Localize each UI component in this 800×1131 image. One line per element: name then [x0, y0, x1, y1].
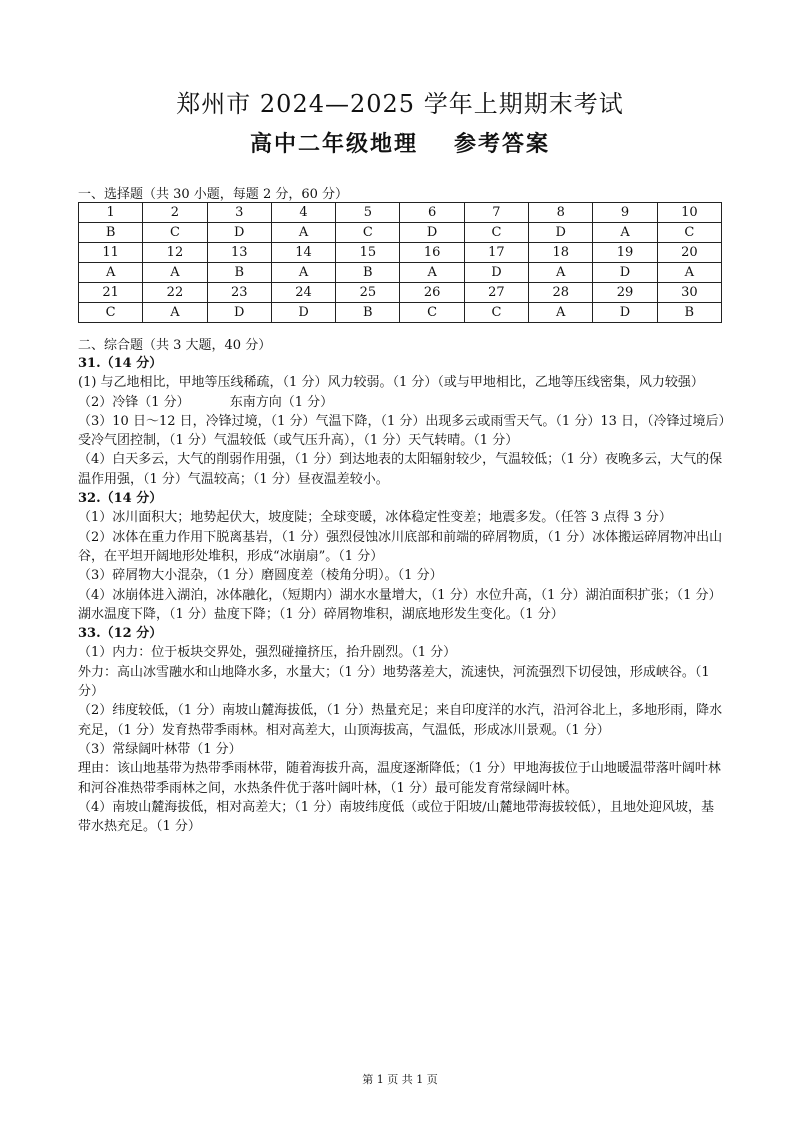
question-number-cell: 17: [464, 243, 528, 263]
question-number-cell: 25: [336, 283, 400, 303]
exam-subtitle: [0, 127, 800, 158]
answer-cell: B: [336, 303, 400, 323]
question-number-cell: 18: [529, 243, 593, 263]
question-number-cell: 4: [271, 203, 335, 223]
q31-part2b: 东南方向（1 分）: [229, 394, 334, 410]
q33-part3: （3）常绿阔叶林带（1 分）: [78, 741, 242, 757]
answer-cell: A: [271, 223, 335, 243]
question-number-row: [79, 243, 722, 263]
exam-title: 郑州市 2024—2025 学年上期期末考试: [176, 90, 624, 118]
answer-cell: C: [79, 303, 143, 323]
q33-heading: 33.（12 分）: [78, 626, 163, 642]
answer-cell: A: [400, 263, 464, 283]
question-number-cell: 12: [143, 243, 207, 263]
q31-part2: [78, 393, 726, 412]
answer-body: [78, 354, 726, 836]
answer-cell: A: [657, 263, 721, 283]
answer-cell: D: [464, 263, 528, 283]
q33-part3-reason: 理由：该山地基带为热带季雨林带，随着海拔升高，温度逐渐降低；（1 分）甲地海拔位于山地暖温带落叶阔叶林和河谷准热带季雨林之间，水热条件优于落叶阔叶林，（1 分）最可能发育常绿阔叶林。: [78, 761, 721, 796]
answer-cell: D: [271, 303, 335, 323]
question-number-cell: 14: [271, 243, 335, 263]
answer-cell: C: [464, 303, 528, 323]
question-number-cell: 7: [464, 203, 528, 223]
answer-cell: B: [79, 223, 143, 243]
answer-cell: D: [207, 223, 271, 243]
question-number-cell: 11: [79, 243, 143, 263]
answer-cell: C: [143, 223, 207, 243]
answer-cell: D: [529, 223, 593, 243]
answer-row: [79, 303, 722, 323]
answer-cell: D: [400, 223, 464, 243]
section2-heading: 二、综合题（共 3 大题，40 分）: [78, 338, 272, 353]
answer-cell: D: [593, 303, 657, 323]
q32-part3: （3）碎屑物大小混杂，（1 分）磨圆度差（棱角分明）。（1 分）: [78, 568, 443, 584]
q31-part3: （3）10 日～12 日，冷锋过境，（1 分）气温下降，（1 分）出现多云或雨雪天气。（1 分）13 日，（冷锋过境后）受冷气团控制，（1 分）气温较低（或气压升高），（1 分）天气转晴。（1 分）: [78, 413, 726, 449]
answer-cell: A: [529, 303, 593, 323]
q32-part4: （4）冰崩体进入湖泊，冰体融化，（短期内）湖水水量增大，（1 分）水位升高，（1 分）湖泊面积扩张；（1 分）湖水温度下降，（1 分）盐度下降；（1 分）碎屑物堆积，湖底地形发生变化。（1 分）: [78, 587, 722, 622]
answer-cell: C: [657, 223, 721, 243]
q31-heading: 31.（14 分）: [78, 356, 163, 371]
question-number-cell: 29: [593, 283, 657, 303]
q33-part1-external: 外力：高山冰雪融水和山地降水多，水量大；（1 分）地势落差大，流速快，河流强烈下切侵蚀，形成峡谷。（1 分）: [78, 664, 710, 700]
question-number-cell: 27: [464, 283, 528, 303]
answer-cell: A: [79, 263, 143, 283]
page-number: 第 1 页 共 1 页: [362, 1073, 438, 1086]
answer-cell: C: [336, 223, 400, 243]
answer-cell: A: [271, 263, 335, 283]
q32-heading: 32.（14 分）: [78, 491, 163, 507]
q33-part1: （1）内力：位于板块交界处，强烈碰撞挤压，抬升剧烈。（1 分）: [78, 645, 457, 661]
q31-part4: （4）白天多云，大气的削弱作用强，（1 分）到达地表的太阳辐射较少，气温较低；（1 分）夜晚多云，大气的保温作用强，（1 分）气温较高；（1 分）昼夜温差较小。: [78, 452, 723, 487]
question-number-cell: 30: [657, 283, 721, 303]
question-number-cell: 9: [593, 203, 657, 223]
answer-cell: C: [464, 223, 528, 243]
question-number-cell: 13: [207, 243, 271, 263]
q31-part1: (1) 与乙地相比，甲地等压线稀疏，（1 分）风力较弱。（1 分）（或与甲地相比，乙地等压线密集，风力较强）: [78, 375, 704, 391]
question-number-cell: 24: [271, 283, 335, 303]
answer-cell: A: [593, 223, 657, 243]
q33-part2: （2）纬度较低，（1 分）南坡山麓海拔低，（1 分）热量充足；来自印度洋的水汽，沿河谷北上，多地形雨，降水充足，（1 分）发育热带季雨林。相对高差大，山顶海拔高，气温低，形成冰川景观。（1 分）: [78, 703, 723, 738]
q31-part2a: （2）冷锋（1 分）: [78, 394, 190, 410]
question-number-cell: 1: [79, 203, 143, 223]
question-number-cell: 26: [400, 283, 464, 303]
q32-part1: （1）冰川面积大；地势起伏大，坡度陡；全球变暖，冰体稳定性变差；地震多发。（任答 3 点得 3 分）: [78, 510, 672, 526]
question-number-cell: 28: [529, 283, 593, 303]
question-number-row: [79, 283, 722, 303]
answer-cell: D: [207, 303, 271, 323]
question-number-cell: 8: [529, 203, 593, 223]
q33-part4: （4）南坡山麓海拔低，相对高差大；（1 分）南坡纬度低（或位于阳坡/山麓地带海拔较低），且地处迎风坡，基带水热充足。（1 分）: [78, 799, 715, 835]
question-number-cell: 2: [143, 203, 207, 223]
question-number-cell: 16: [400, 243, 464, 263]
question-number-cell: 22: [143, 283, 207, 303]
question-number-row: [79, 203, 722, 223]
answer-cell: C: [400, 303, 464, 323]
question-number-cell: 10: [657, 203, 721, 223]
answer-cell: B: [207, 263, 271, 283]
question-number-cell: 20: [657, 243, 721, 263]
question-number-cell: 23: [207, 283, 271, 303]
question-number-cell: 3: [207, 203, 271, 223]
answer-cell: B: [336, 263, 400, 283]
question-number-cell: 21: [79, 283, 143, 303]
answer-cell: A: [143, 303, 207, 323]
question-number-cell: 15: [336, 243, 400, 263]
section1-heading: 一、选择题（共 30 小题，每题 2 分，60 分）: [78, 187, 349, 202]
answer-cell: A: [143, 263, 207, 283]
question-number-cell: 5: [336, 203, 400, 223]
answer-cell: A: [529, 263, 593, 283]
q32-part2: （2）冰体在重力作用下脱离基岩，（1 分）强烈侵蚀冰川底部和前端的碎屑物质，（1 分）冰体搬运碎屑物冲出山谷，在平坦开阔地形处堆积，形成“冰崩扇”。（1 分）: [78, 529, 723, 564]
subject-title: 高中二年级地理: [249, 131, 418, 157]
question-number-cell: 19: [593, 243, 657, 263]
answer-row: [79, 263, 722, 283]
question-number-cell: 6: [400, 203, 464, 223]
answer-cell: D: [593, 263, 657, 283]
answer-table: [78, 202, 722, 323]
answer-cell: B: [657, 303, 721, 323]
answer-row: [79, 223, 722, 243]
answer-title: 参考答案: [454, 131, 551, 157]
